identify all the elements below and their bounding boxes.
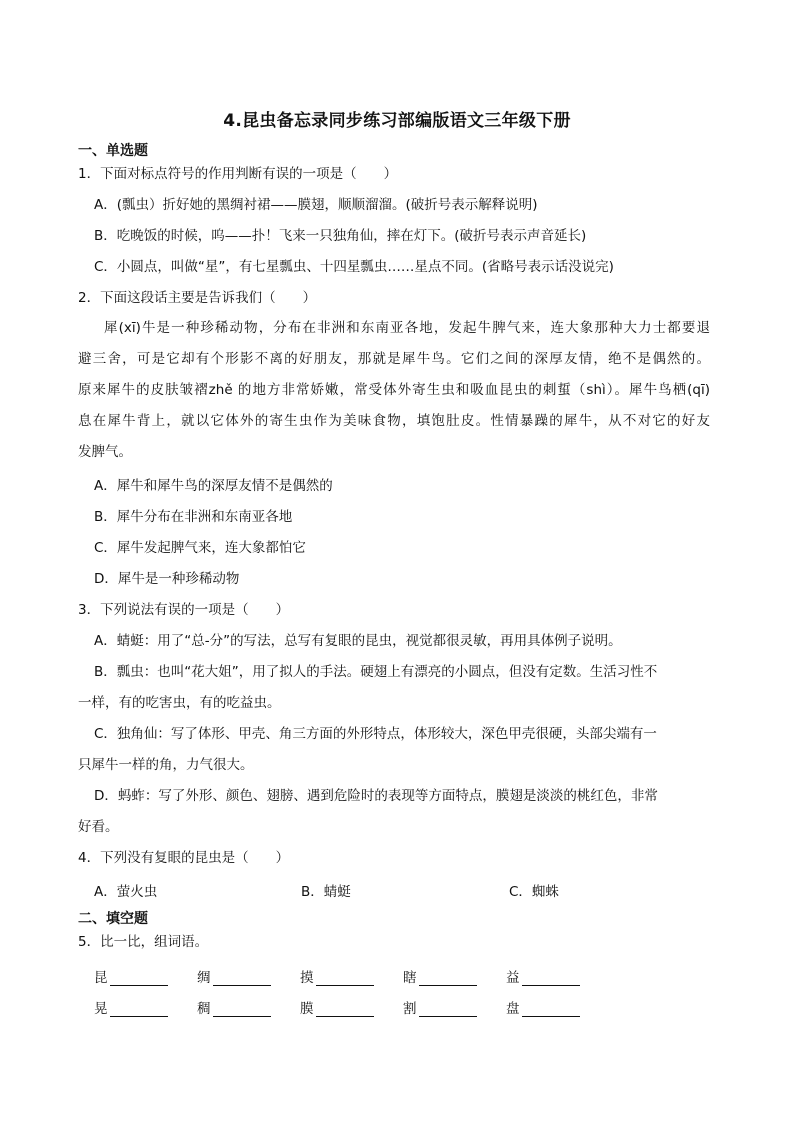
question-3-option-c-cont: 只犀牛一样的角，力气很大。 [78, 757, 254, 773]
character: 绸 [197, 970, 211, 986]
word-blank [300, 966, 403, 986]
word-blank [300, 997, 403, 1017]
question-4-stem: 4．下列没有复眼的昆虫是（ ） [78, 850, 290, 866]
character: 瞎 [403, 970, 417, 986]
character: 益 [506, 970, 520, 986]
answer-blank[interactable] [316, 1002, 374, 1017]
question-2-stem: 2．下面这段话主要是告诉我们（ ） [78, 290, 317, 306]
question-1-option-b[interactable]: B．吃晚饭的时候，呜——扑！飞来一只独角仙，摔在灯下。(破折号表示声音延长) [94, 228, 587, 244]
character: 盘 [506, 1001, 520, 1017]
question-2-option-a[interactable]: A．犀牛和犀牛鸟的深厚友情不是偶然的 [94, 478, 333, 494]
question-2-option-d[interactable]: D．犀牛是一种珍稀动物 [94, 571, 240, 587]
question-4-option-c[interactable]: C．蜘蛛 [509, 884, 559, 900]
question-4-option-b[interactable]: B．蜻蜓 [301, 884, 351, 900]
passage-line: 息在犀牛背上，就以它体外的寄生虫作为美味食物，填饱肚皮。性情暴躁的犀牛，从不对它的好友 [78, 413, 710, 429]
word-blank [94, 997, 197, 1017]
character: 稠 [197, 1001, 211, 1017]
question-3-option-b-cont: 一样，有的吃害虫，有的吃益虫。 [78, 695, 281, 711]
question-3-option-d[interactable]: D．蚂蚱：写了外形、颜色、翅膀、遇到危险时的表现等方面特点，膜翅是淡淡的桃红色，非常 [94, 788, 658, 804]
character: 昆 [94, 970, 108, 986]
word-blank [197, 966, 300, 986]
answer-blank[interactable] [213, 971, 271, 986]
answer-blank[interactable] [419, 1002, 477, 1017]
question-3-option-a[interactable]: A．蜻蜓：用了“总-分”的写法，总写有复眼的昆虫，视觉都很灵敏，再用具体例子说明。 [94, 633, 622, 649]
question-4-options [94, 880, 559, 900]
character: 膜 [300, 1001, 314, 1017]
passage-line: 避三舍，可是它却有个形影不离的好朋友，那就是犀牛鸟。它们之间的深厚友情，绝不是偶然的。 [78, 351, 710, 367]
question-2-passage [78, 318, 710, 473]
answer-blank[interactable] [522, 1002, 580, 1017]
word-row-2 [94, 997, 609, 1017]
character: 晃 [94, 1001, 108, 1017]
section-heading-single-choice: 一、单选题 [78, 143, 148, 159]
answer-blank[interactable] [522, 971, 580, 986]
character: 摸 [300, 970, 314, 986]
answer-blank[interactable] [419, 971, 477, 986]
answer-blank[interactable] [110, 1002, 168, 1017]
word-blank [506, 997, 609, 1017]
word-row-1 [94, 966, 609, 986]
passage-line: 犀(xī)牛是一种珍稀动物，分布在非洲和东南亚各地，发起牛脾气来，连大象那种大力士都要退 [104, 320, 710, 336]
word-blank [197, 997, 300, 1017]
answer-blank[interactable] [213, 1002, 271, 1017]
question-3-option-b[interactable]: B．瓢虫：也叫“花大姐”，用了拟人的手法。硬翅上有漂亮的小圆点，但没有定数。生活习性不 [94, 664, 658, 680]
section-heading-fill-in: 二、填空题 [78, 911, 148, 927]
question-3-option-d-cont: 好看。 [78, 819, 119, 835]
question-1-option-a[interactable]: A．(瓢虫）折好她的黑绸衬裙——膜翅，顺顺溜溜。(破折号表示解释说明) [94, 197, 538, 213]
question-3-option-c[interactable]: C．独角仙：写了体形、甲壳、角三方面的外形特点，体形较大，深色甲壳很硬，头部尖端有一 [94, 726, 657, 742]
answer-blank[interactable] [316, 971, 374, 986]
question-2-option-b[interactable]: B．犀牛分布在非洲和东南亚各地 [94, 509, 293, 525]
answer-blank[interactable] [110, 971, 168, 986]
word-blank [506, 966, 609, 986]
passage-line: 发脾气。 [78, 444, 132, 460]
word-blank [403, 966, 506, 986]
question-2-option-c[interactable]: C．犀牛发起脾气来，连大象都怕它 [94, 540, 306, 556]
passage-line: 原来犀牛的皮肤皱褶zhě 的地方非常娇嫩，常受体外寄生虫和吸血昆虫的刺蜇（shì）。犀牛鸟栖(qī) [78, 382, 710, 398]
question-4-option-a[interactable]: A．萤火虫 [94, 884, 158, 900]
page-title: 4.昆虫备忘录同步练习部编版语文三年级下册 [223, 111, 571, 131]
question-1-option-c[interactable]: C．小圆点，叫做“星”，有七星瓢虫、十四星瓢虫……星点不同。(省略号表示话没说完) [94, 259, 614, 275]
word-blank [403, 997, 506, 1017]
question-1-stem: 1．下面对标点符号的作用判断有误的一项是（ ） [78, 166, 398, 182]
word-blank [94, 966, 197, 986]
question-3-stem: 3．下列说法有误的一项是（ ） [78, 602, 290, 618]
character: 割 [403, 1001, 417, 1017]
question-5-stem: 5．比一比，组词语。 [78, 934, 209, 950]
